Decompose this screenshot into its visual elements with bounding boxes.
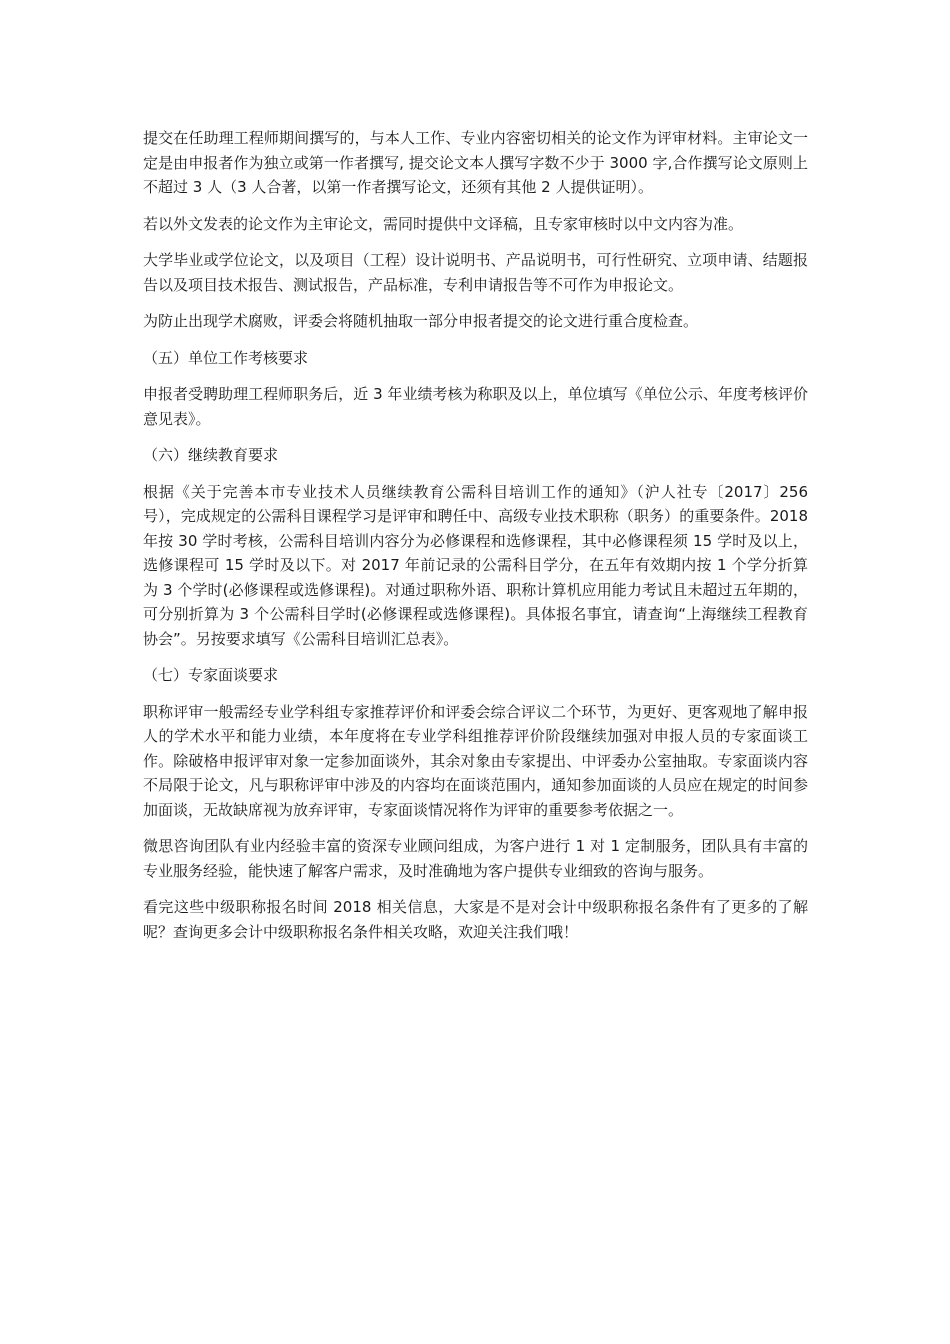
document-body bbox=[143, 126, 808, 956]
paragraph-closing: 看完这些中级职称报名时间 2018 相关信息，大家是不是对会计中级职称报名条件有了更多的了解呢？查询更多会计中级职称报名条件相关攻略，欢迎关注我们哦！ bbox=[143, 898, 808, 941]
paragraph-plagiarism-check: 为防止出现学术腐败，评委会将随机抽取一部分申报者提交的论文进行重合度检查。 bbox=[143, 312, 699, 330]
paragraph-excluded-documents: 大学毕业或学位论文，以及项目（工程）设计说明书、产品说明书，可行性研究、立项申请、结题报告以及项目技术报告、测试报告，产品标准，专利申请报告等不可作为申报论文。 bbox=[143, 251, 808, 294]
paragraph-foreign-language-thesis: 若以外文发表的论文作为主审论文，需同时提供中文译稿，且专家审核时以中文内容为准。 bbox=[143, 214, 744, 233]
paragraph-thesis-requirements: 提交在任助理工程师期间撰写的，与本人工作、专业内容密切相关的论文作为评审材料。主审论文一定是由申报者作为独立或第一作者撰写, 提交论文本人撰写字数不少于 3000 字,合作撰写论文原则上不超过 3 人（3 人合著，以第一作者撰写论文，还须有其他 2 人提供证明）。 bbox=[143, 129, 808, 196]
paragraph-consulting-team: 微思咨询团队有业内经验丰富的资深专业顾问组成，为客户进行 1 对 1 定制服务，团队具有丰富的专业服务经验，能快速了解客户需求，及时准确地为客户提供专业细致的咨询与服务。 bbox=[143, 837, 808, 880]
section-heading-work-assessment: （五）单位工作考核要求 bbox=[143, 348, 309, 367]
paragraph-continuing-education: 根据《关于完善本市专业技术人员继续教育公需科目培训工作的通知》（沪人社专〔2017〕256 号），完成规定的公需科目课程学习是评审和聘任中、高级专业技术职称（职务）的重要条件。2018 年按 30 学时考核，公需科目培训内容分为必修课程和选修课程，其中必修课程须 15 学时及以上，选修课程可 15 学时及以下。对 2017 年前记录的公需科目学分，在五年有效期内按 1 个学分折算为 3 个学时(必修课程或选修课程)。对通过职称外语、职称计算机应用能力考试且未超过五年期的，可分别折算为 3 个公需科目学时(必修课程或选修课程)。具体报名事宜，请查询“上海继续工程教育协会”。另按要求填写《公需科目培训汇总表》。 bbox=[143, 482, 808, 648]
paragraph-work-assessment: 申报者受聘助理工程师职务后，近 3 年业绩考核为称职及以上，单位填写《单位公示、年度考核评价意见表》。 bbox=[143, 385, 808, 428]
paragraph-expert-interview: 职称评审一般需经专业学科组专家推荐评价和评委会综合评议二个环节，为更好、更客观地了解申报人的学术水平和能力业绩，本年度将在专业学科组推荐评价阶段继续加强对申报人员的专家面谈工作。除破格申报评审对象一定参加面谈外，其余对象由专家提出、中评委办公室抽取。专家面谈内容不局限于论文，凡与职称评审中涉及的内容均在面谈范围内，通知参加面谈的人员应在规定的时间参加面谈，无故缺席视为放弃评审，专家面谈情况将作为评审的重要参考依据之一。 bbox=[143, 702, 808, 819]
section-heading-expert-interview: （七）专家面谈要求 bbox=[143, 666, 279, 684]
section-heading-continuing-education: （六）继续教育要求 bbox=[143, 446, 279, 464]
